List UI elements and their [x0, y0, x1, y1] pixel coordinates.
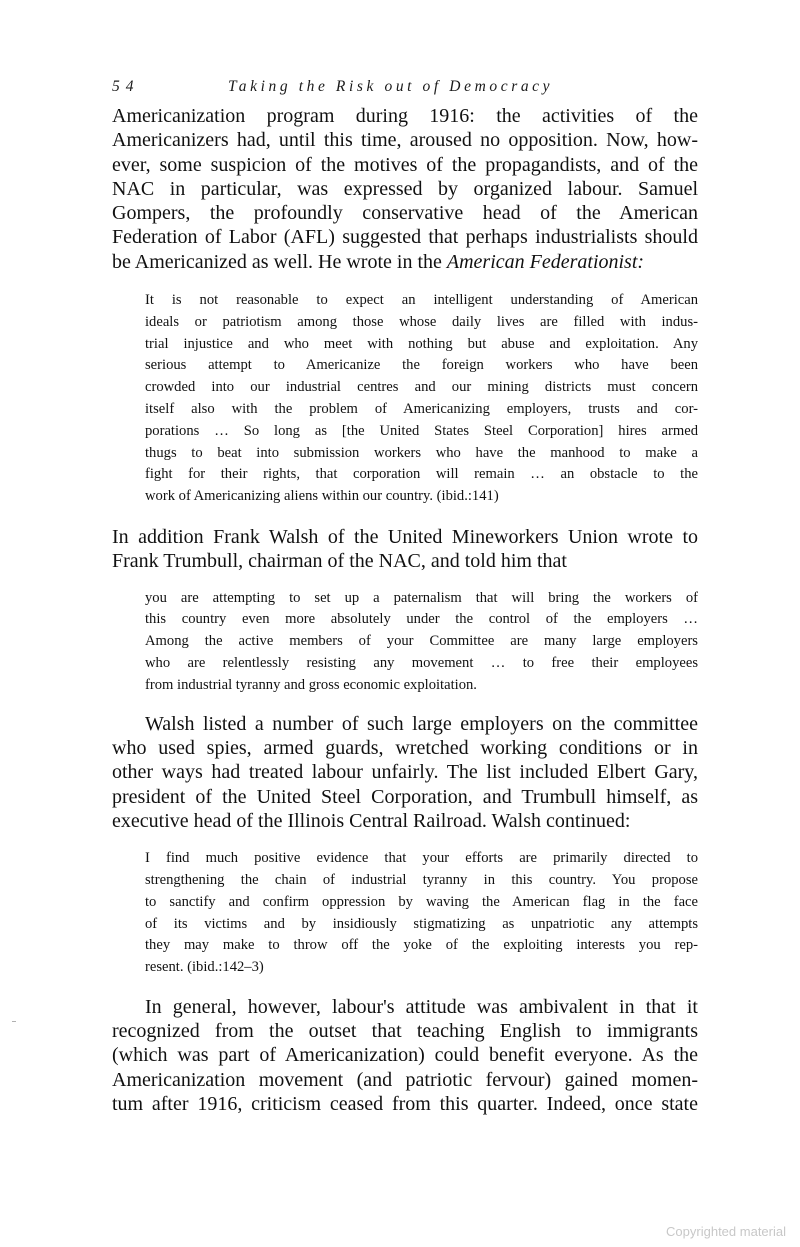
block-quote	[112, 290, 698, 508]
text-line: Frank Trumbull, chairman of the NAC, and told him that	[112, 550, 567, 573]
quote-line: It is not reasonable to expect an intelligent understanding of American	[145, 292, 698, 309]
quote-line: I find much positive evidence that your efforts are primarily directed to	[145, 850, 698, 867]
text-line: NAC in particular, was expressed by organized labour. Samuel	[112, 177, 698, 200]
body-paragraph	[112, 525, 698, 574]
quote-line: from industrial tyranny and gross economic exploitation.	[145, 676, 477, 693]
quote-line: to sanctify and confirm oppression by waving the American flag in the face	[145, 893, 698, 910]
running-title: Taking the Risk out of Democracy	[228, 78, 554, 95]
text-line: president of the United Steel Corporation, and Trumbull himself, as	[112, 785, 698, 808]
text-line: Gompers, the profoundly conservative head of the American	[112, 202, 698, 225]
quote-line: thugs to beat into submission workers who have the manhood to make a	[145, 444, 698, 461]
text-line: Americanizers had, until this time, aroused no opposition. Now, how-	[112, 129, 698, 152]
text-line: who used spies, armed guards, wretched working conditions or in	[112, 736, 698, 759]
quote-line: fight for their rights, that corporation will remain … an obstacle to the	[145, 466, 698, 483]
quote-line: resent. (ibid.:142–3)	[145, 959, 264, 976]
body-paragraph	[112, 712, 698, 833]
book-page	[112, 78, 698, 1116]
quote-line: strengthening the chain of industrial tyranny in this country. You propose	[145, 871, 698, 888]
scan-speck	[12, 1021, 16, 1022]
text-fragment: be Americanized as well. He wrote in the	[112, 250, 447, 273]
quote-line: who are relentlessly resisting any movement … to free their employees	[145, 655, 698, 672]
quote-line: serious attempt to Americanize the foreign workers who have been	[145, 357, 698, 374]
text-line: (which was part of Americanization) could benefit everyone. As the	[112, 1044, 698, 1067]
text-line: other ways had treated labour unfairly. The list included Elbert Gary,	[112, 761, 698, 784]
quote-line: ideals or patriotism among those whose daily lives are filled with indus-	[145, 313, 698, 330]
publication-title: American Federationist:	[446, 250, 645, 273]
text-line: recognized from the outset that teaching English to immigrants	[112, 1020, 698, 1043]
body-paragraph	[112, 995, 698, 1116]
quote-line: this country even more absolutely under the control of the employers …	[145, 611, 698, 628]
text-line	[112, 250, 698, 274]
text-line: Americanization movement (and patriotic fervour) gained momen-	[112, 1068, 698, 1091]
copyright-watermark: Copyrighted material	[666, 1224, 786, 1239]
quote-line: work of Americanizing aliens within our country. (ibid.:141)	[145, 488, 499, 505]
text-line: tum after 1916, criticism ceased from this quarter. Indeed, once state	[112, 1093, 698, 1116]
text-line: executive head of the Illinois Central Railroad. Walsh continued:	[112, 809, 631, 832]
text-line: Americanization program during 1916: the activities of the	[112, 105, 698, 127]
quote-line: Among the active members of your Committee are many large employers	[145, 633, 698, 650]
block-quote	[112, 588, 698, 697]
text-line: In general, however, labour's attitude was ambivalent in that it	[145, 995, 698, 1018]
quote-line: crowded into our industrial centres and our mining districts must concern	[145, 379, 698, 396]
body-paragraph	[112, 104, 698, 274]
text-line: Federation of Labor (AFL) suggested that perhaps industrialists should	[112, 226, 698, 249]
quote-line: porations … So long as [the United States Steel Corporation] hires armed	[145, 422, 698, 439]
text-line: Walsh listed a number of such large employers on the committee	[145, 712, 698, 735]
quote-line: you are attempting to set up a paternalism that will bring the workers of	[145, 589, 698, 606]
quote-line: itself also with the problem of Americanizing employers, trusts and cor-	[145, 401, 698, 418]
quote-line: they may make to throw off the yoke of the exploiting interests you rep-	[145, 937, 698, 954]
block-quote	[112, 848, 698, 979]
page-number: 54	[112, 78, 140, 95]
text-line: In addition Frank Walsh of the United Mineworkers Union wrote to	[112, 526, 698, 549]
quote-line: trial injustice and who meet with nothing but abuse and exploitation. Any	[145, 335, 698, 352]
text-line: ever, some suspicion of the motives of the propagandists, and of the	[112, 153, 698, 176]
running-header	[112, 78, 698, 104]
quote-line: of its victims and by insidiously stigmatizing as unpatriotic any attempts	[145, 915, 698, 932]
